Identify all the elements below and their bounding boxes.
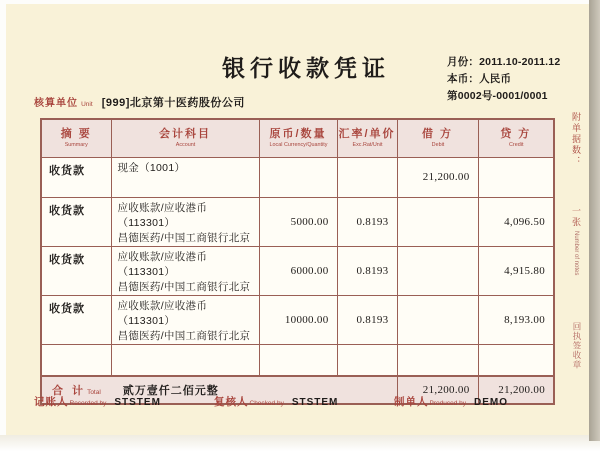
table-row: [41, 197, 554, 246]
cell-credit: 4,096.50: [478, 197, 554, 246]
cell-account: 应收账款/应收港币（113301） 昌德医药/中国工商银行北京: [111, 246, 259, 295]
cell-account: 应收账款/应收港币（113301） 昌德医药/中国工商银行北京: [111, 295, 259, 344]
total-label: 合 计: [52, 385, 87, 397]
voucher-title: 银行收款凭证: [222, 55, 390, 81]
recorder-signature: 记账人Recorded by STSTEM: [34, 396, 161, 408]
cell-summary: [41, 344, 111, 376]
month-label: 月份：: [447, 56, 480, 68]
cell-summary: 收货款: [41, 157, 111, 197]
cell-debit: [397, 197, 478, 246]
cell-summary: 收货款: [41, 295, 111, 344]
currency-line: [447, 71, 587, 88]
col-header-summary: 摘 要 Summary: [41, 119, 111, 157]
total-credit: 21,200.00: [478, 376, 554, 404]
cell-account: 应收账款/应收港币（113301） 昌德医药/中国工商银行北京: [111, 197, 259, 246]
attachment-count-value: 一张Number of notes: [571, 206, 581, 276]
month-value: 2011.10-2011.12: [479, 56, 561, 68]
col-header-currency: 原币/数量 Local Currency/Quantity: [259, 119, 337, 157]
receipt-stamp-note: 回执签收章: [572, 322, 582, 370]
cell-rate: 0.8193: [337, 295, 397, 344]
cell-summary: 收货款: [41, 246, 111, 295]
checker-signature: 复核人Checked by STSTEM: [214, 396, 339, 408]
table-row-empty: [41, 344, 554, 376]
col-header-rate: 汇率/单价 Exc.Rat/Unit: [337, 119, 397, 157]
total-label-en: Total: [87, 389, 101, 396]
cell-rate: 0.8193: [337, 246, 397, 295]
voucher-meta: [447, 54, 587, 105]
cell-rate: [337, 344, 397, 376]
voucher-number: 第0002号-0001/0001: [447, 90, 548, 102]
cell-debit: [397, 295, 478, 344]
cell-currency: 10000.00: [259, 295, 337, 344]
cell-credit: 4,915.80: [478, 246, 554, 295]
attachment-count-en: Number of notes: [573, 231, 579, 276]
cell-rate: [337, 157, 397, 197]
page-right-edge: [589, 0, 600, 441]
cell-debit: 21,200.00: [397, 157, 478, 197]
cell-summary: 收货款: [41, 197, 111, 246]
accounting-unit-line: [34, 94, 245, 110]
col-header-account: 会计科目 Account: [111, 119, 259, 157]
amount-in-words: 贰万壹仟二佰元整: [122, 385, 219, 397]
unit-label-en: Unit: [81, 101, 93, 108]
table-row: [41, 246, 554, 295]
col-header-credit: 贷 方 Credit: [478, 119, 554, 157]
signature-row: [6, 392, 589, 410]
cell-account: [111, 344, 259, 376]
currency-value: 人民币: [479, 73, 512, 85]
header-row: [41, 119, 554, 157]
unit-label: 核算单位: [34, 98, 78, 109]
table-row: [41, 295, 554, 344]
cell-credit: [478, 157, 554, 197]
page-bottom-edge: [0, 435, 600, 476]
producer-signature: 制单人Produced by DEMO: [394, 396, 508, 408]
table-row: [41, 157, 554, 197]
cell-credit: [478, 344, 554, 376]
cell-rate: 0.8193: [337, 197, 397, 246]
cell-currency: [259, 157, 337, 197]
currency-label: 本币：: [447, 73, 480, 85]
cell-currency: 5000.00: [259, 197, 337, 246]
voucher-paper: [6, 4, 589, 435]
voucher-table: [40, 118, 555, 405]
unit-value: [999]北京第十医药股份公司: [101, 97, 245, 109]
cell-debit: [397, 344, 478, 376]
month-line: [447, 54, 587, 71]
total-debit: 21,200.00: [397, 376, 478, 404]
cell-debit: [397, 246, 478, 295]
attachment-count-label: 附单据数：: [571, 112, 581, 167]
cell-credit: 8,193.00: [478, 295, 554, 344]
col-header-debit: 借 方 Debit: [397, 119, 478, 157]
cell-account: 现金（1001）: [111, 157, 259, 197]
cell-currency: 6000.00: [259, 246, 337, 295]
cell-currency: [259, 344, 337, 376]
